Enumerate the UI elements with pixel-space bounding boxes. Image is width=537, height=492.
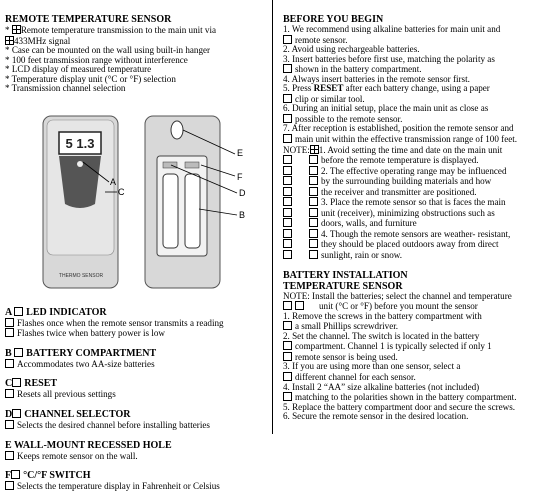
checkbox-icon xyxy=(283,218,292,227)
sensor-diagram xyxy=(5,94,267,307)
checkbox-icon xyxy=(5,359,14,368)
checkbox-icon xyxy=(5,36,14,45)
checkbox-icon xyxy=(14,307,23,316)
section-wall-mount: E WALL-MOUNT RECESSED HOLE Keeps remote sensor on the wall. xyxy=(5,439,172,461)
sensor-title: REMOTE TEMPERATURE SENSOR xyxy=(5,14,172,25)
checkbox-icon xyxy=(283,114,292,123)
switch-icon xyxy=(185,162,199,168)
feature-line: * Case can be mounted on the wall using built-in hanger xyxy=(5,45,211,56)
label-f: F xyxy=(237,171,243,182)
label-e: E xyxy=(237,147,244,158)
checkbox-icon xyxy=(309,155,318,164)
checkbox-icon xyxy=(11,470,20,479)
checkbox-icon xyxy=(283,94,292,103)
checkbox-icon xyxy=(309,208,318,217)
section-switch: F °C/°F SWITCH Selects the temperature display in Fahrenheit or Celsius xyxy=(5,470,220,492)
checkbox-icon xyxy=(5,481,14,490)
right-column: BEFORE YOU BEGIN 1. We recommend using alkaline batteries for main unit and remote sensor. 2. Avoid using rechargeable batteries. 3. Insert batteries before first use, matching the polarity as shown in the battery compartment. 4. Always insert batteries in the remote sensor first. 5. Press RESET after each battery change, using a paper clip or similar tool. 6. During an initial setup, place the main unit as close as possible to the remote sensor. 7. After reception is established, position the remote sensor and main unit within the effective transmission range of 100 feet. NOTE: 1. Avoid setting the time and date on the main unit before the remote temperature is displayed. 2. The effective operating range may be influenced by the surrounding building materials and how the receiver and transmitter are positioned. 3. Place the remote sensor so that is faces the main unit (receiver), minimizing obstructions such as doors, walls, and furniture 4. Though the remote sensors are weather- resistant, they should be placed outdoors away from direct sunlight, rain or snow. BATTERY INSTALLATION TEMPERATURE SENSOR NOTE: Install the batteries; select the channel and temperature unit (°C or °F) before you mount the sensor 1. Remove the screws in the battery compartment with a small Phillips screwdriver. 2. Set the channel. The switch is located in the battery compartment. Channel 1 is typically selected if only 1 remote sensor is being used. 3. If you are using more than one sensor, select a different channel for each sensor. 4. Install 2 “AA” size alkaline batteries (not included) matching to the polarities shown in the battery compartment. 5. Replace the battery compartment door and secure the screws. 6. Secure the remote sensor in the desired location. xyxy=(283,14,533,422)
checkbox-icon xyxy=(12,25,21,34)
checkbox-icon xyxy=(283,301,292,310)
checkbox-icon xyxy=(309,239,318,248)
checkbox-icon xyxy=(283,321,292,330)
left-column xyxy=(5,14,267,492)
checkbox-icon xyxy=(283,372,292,381)
feature-line: * Transmission channel selection xyxy=(5,83,126,94)
section-channel: D CHANNEL SELECTOR Selects the desired channel before installing batteries xyxy=(5,409,210,431)
checkbox-icon xyxy=(283,64,292,73)
feature-line: * LCD display of measured temperature xyxy=(5,64,152,75)
checkbox-icon xyxy=(283,197,292,206)
section-led: A LED INDICATOR Flashes once when the remote sensor transmits a reading Flashes twice when battery power is low xyxy=(5,306,224,339)
checkbox-icon xyxy=(5,328,14,337)
battery-icon xyxy=(163,174,178,248)
checkbox-icon xyxy=(283,35,292,44)
checkbox-icon xyxy=(5,420,14,429)
label-a: A xyxy=(110,176,117,187)
wall-mount-hole-icon xyxy=(171,121,183,139)
checkbox-icon xyxy=(309,229,318,238)
led-indicator-icon xyxy=(77,161,83,167)
temperature-sensor-title: TEMPERATURE SENSOR xyxy=(283,280,403,292)
section-battery: B BATTERY COMPARTMENT Accommodates two AA-size batteries xyxy=(5,347,157,369)
sensor-base-text: THERMO SENSOR xyxy=(58,272,104,279)
page-divider xyxy=(272,0,273,434)
checkbox-icon xyxy=(309,176,318,185)
label-b: B xyxy=(239,209,246,220)
checkbox-icon xyxy=(283,392,292,401)
checkbox-icon xyxy=(5,451,14,460)
feature-line: * 100 feet transmission range without interference xyxy=(5,54,188,65)
checkbox-icon xyxy=(14,348,23,357)
feature-line: * Remote temperature transmission to the main unit via xyxy=(5,25,217,35)
checkbox-icon xyxy=(283,352,292,361)
battery-installation-title: BATTERY INSTALLATION xyxy=(283,269,408,281)
checkbox-icon xyxy=(12,378,21,387)
checkbox-icon xyxy=(283,239,292,248)
checkbox-icon xyxy=(12,409,21,418)
checkbox-icon xyxy=(283,187,292,196)
checkbox-icon xyxy=(309,166,318,175)
checkbox-icon xyxy=(309,187,318,196)
checkbox-icon xyxy=(309,218,318,227)
checkbox-icon xyxy=(309,250,318,259)
sensor-illustration xyxy=(5,94,267,307)
feature-line: * Temperature display unit (°C or °F) selection xyxy=(5,73,176,84)
checkbox-icon xyxy=(283,134,292,143)
checkbox-icon xyxy=(283,155,292,164)
sensor-lcd-text: 5 1.3 xyxy=(65,135,95,151)
checkbox-icon xyxy=(5,389,14,398)
checkbox-icon xyxy=(283,250,292,259)
label-c: C xyxy=(118,186,125,197)
switch-icon xyxy=(163,162,177,168)
label-d: D xyxy=(239,187,246,198)
section-reset: C RESET Resets all previous settings xyxy=(5,378,116,400)
checkbox-icon xyxy=(283,229,292,238)
checkbox-icon xyxy=(283,208,292,217)
checkbox-icon xyxy=(283,341,292,350)
before-you-begin-title: BEFORE YOU BEGIN xyxy=(283,14,384,25)
checkbox-icon xyxy=(309,197,318,206)
checkbox-icon xyxy=(295,301,304,310)
feature-line: 433MHz signal xyxy=(5,36,267,47)
checkbox-icon xyxy=(283,176,292,185)
battery-icon xyxy=(185,174,200,248)
checkbox-icon xyxy=(283,166,292,175)
checkbox-icon xyxy=(5,318,14,327)
note-line: NOTE: 1. Avoid setting the time and date on the main unit xyxy=(283,144,503,155)
checkbox-icon xyxy=(310,145,319,154)
